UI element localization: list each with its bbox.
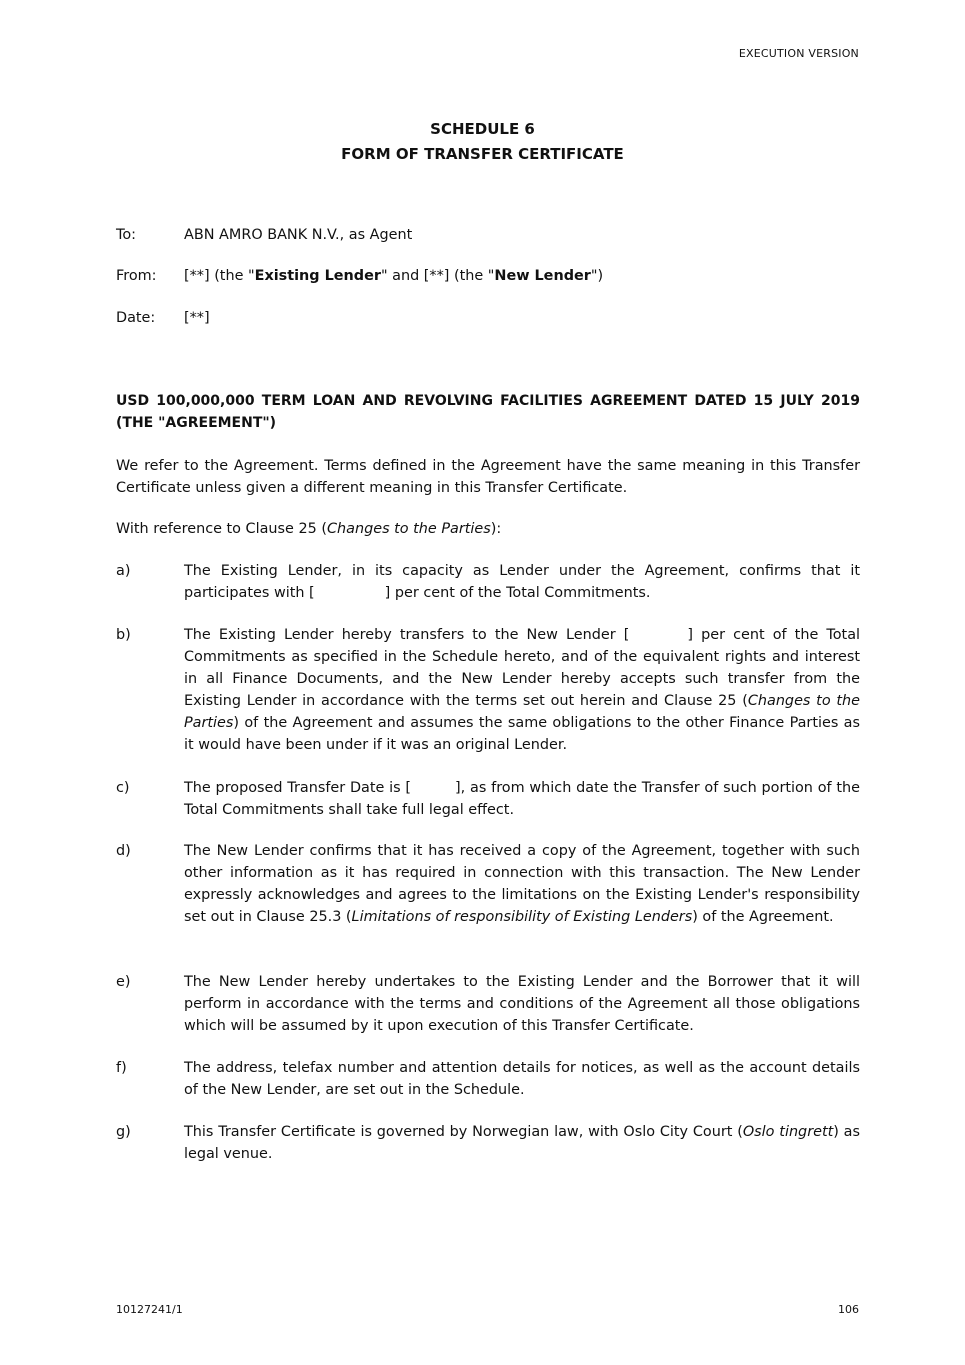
schedule-heading bbox=[0, 117, 965, 167]
list-item-f bbox=[116, 1057, 860, 1101]
document-id: 10127241/1 bbox=[116, 1303, 183, 1316]
to-row bbox=[116, 227, 412, 243]
list-item-a bbox=[116, 560, 860, 604]
item-text: The Existing Lender hereby transfers to the New Lender [ ] per cent of the Total Commitments as specified in the Schedule hereto, and of the equivalent rights and interest in all Finance Documents, and the New Lender hereby accepts such transfer from the Existing Lender in accordance with the terms set out herein and Clause 25 (Changes to the Parties) of the Agreement and assumes the same obligations to the other Finance Parties as it would have been under if it was an original Lender. bbox=[184, 627, 861, 753]
item-text: The Existing Lender, in its capacity as Lender under the Agreement, confirms that it participates with [ ] per cent of the Total Commitments. bbox=[184, 563, 860, 601]
list-item-g bbox=[116, 1121, 860, 1165]
page-number: 106 bbox=[838, 1303, 859, 1316]
date-label: Date: bbox=[116, 310, 156, 326]
from-label: From: bbox=[116, 268, 157, 284]
execution-version-label: EXECUTION VERSION bbox=[738, 47, 859, 60]
intro-paragraph: We refer to the Agreement. Terms defined in the Agreement have the same meaning in this Transfer Certificate unless given a different meaning in this Transfer Certificate. bbox=[116, 458, 860, 496]
list-item-e bbox=[116, 971, 860, 1037]
item-label: e) bbox=[116, 974, 131, 990]
item-text: The proposed Transfer Date is [ ], as from which date the Transfer of such portion of the Total Commitments shall take full legal effect. bbox=[184, 780, 860, 818]
item-label: a) bbox=[116, 563, 131, 579]
item-label: b) bbox=[116, 627, 131, 643]
date-value: [**] bbox=[184, 310, 210, 326]
item-label: c) bbox=[116, 780, 130, 796]
item-label: f) bbox=[116, 1060, 127, 1076]
item-text: The New Lender confirms that it has received a copy of the Agreement, together with such other information as it has required in connection with this transaction. The New Lender expressly acknowledges and agrees to the limitations on the Existing Lender's responsibility set out in Clause 25.3 (Limitations of responsibility of Existing Lenders) of the Agreement. bbox=[184, 843, 860, 925]
item-text: The New Lender hereby undertakes to the Existing Lender and the Borrower that it will perform in accordance with the terms and conditions of the Agreement all those obligations which will be assumed by it upon execution of this Transfer Certificate. bbox=[184, 974, 860, 1034]
item-label: d) bbox=[116, 843, 131, 859]
existing-lender-term: Existing Lender bbox=[254, 268, 381, 284]
list-item-d bbox=[116, 840, 860, 928]
date-row bbox=[116, 310, 210, 326]
list-item-b bbox=[116, 624, 860, 756]
schedule-number: SCHEDULE 6 bbox=[430, 120, 535, 138]
reference-paragraph: With reference to Clause 25 (Changes to the Parties): bbox=[116, 521, 502, 537]
schedule-title: FORM OF TRANSFER CERTIFICATE bbox=[341, 145, 624, 163]
item-label: g) bbox=[116, 1124, 131, 1140]
item-text: This Transfer Certificate is governed by Norwegian law, with Oslo City Court (Oslo tingrett) as legal venue. bbox=[184, 1124, 860, 1162]
list-item-c bbox=[116, 777, 860, 821]
from-value: [**] (the "Existing Lender" and [**] (the "New Lender") bbox=[184, 268, 604, 284]
to-label: To: bbox=[116, 227, 136, 243]
new-lender-term: New Lender bbox=[494, 268, 591, 284]
from-row bbox=[116, 268, 603, 284]
agreement-title: USD 100,000,000 TERM LOAN AND REVOLVING FACILITIES AGREEMENT DATED 15 JULY 2019 (THE "AGREEMENT") bbox=[116, 393, 860, 431]
to-value: ABN AMRO BANK N.V., as Agent bbox=[184, 227, 413, 243]
item-text: The address, telefax number and attention details for notices, as well as the account details of the New Lender, are set out in the Schedule. bbox=[184, 1060, 860, 1098]
